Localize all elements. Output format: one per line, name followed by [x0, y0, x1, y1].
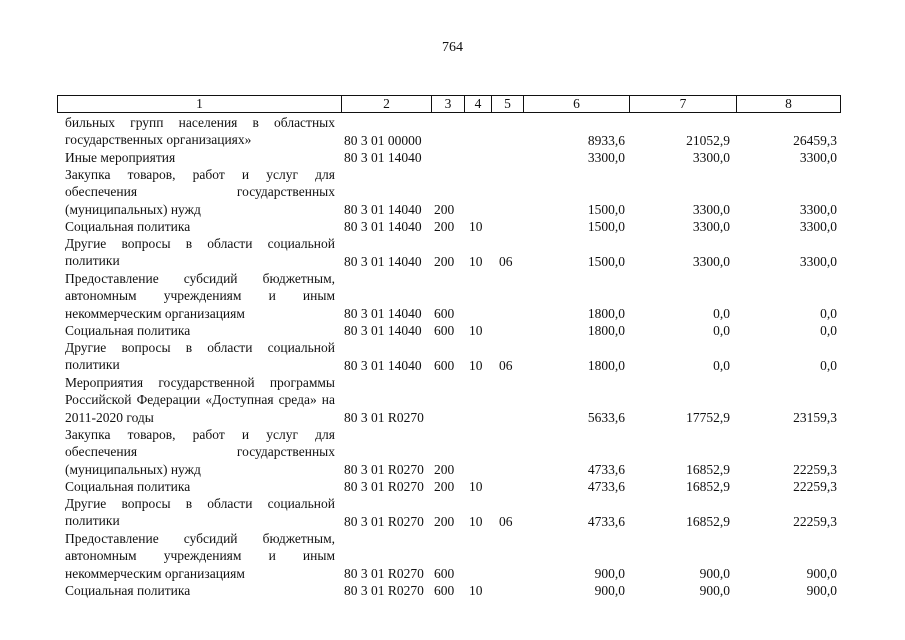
row-code: 80 3 01 R0270	[344, 582, 424, 598]
row-col-7: 16852,9	[686, 478, 730, 494]
row-col-8: 26459,3	[793, 132, 837, 148]
row-col-8: 22259,3	[793, 513, 837, 529]
row-col-3: 600	[434, 582, 455, 598]
row-name: Иные мероприятия	[65, 150, 176, 165]
row-col-6: 8933,6	[587, 132, 625, 148]
row-code: 80 3 01 14040	[344, 322, 422, 338]
row-col-6: 4733,6	[587, 478, 625, 494]
row-col-4: 10	[469, 478, 483, 494]
row-col-7: 16852,9	[686, 461, 730, 477]
row-code: 80 3 01 R0270	[344, 478, 424, 494]
row-col-8: 0,0	[820, 322, 837, 338]
row-col-8: 0,0	[820, 305, 837, 321]
row-col-3: 200	[434, 461, 455, 477]
row-col-5: 06	[499, 357, 513, 373]
header-col-1: 1	[196, 96, 203, 111]
row-col-8: 23159,3	[793, 409, 837, 425]
row-col-7: 17752,9	[686, 409, 730, 425]
table-row	[0, 270, 905, 322]
row-col-7: 3300,0	[692, 253, 730, 269]
table-header	[57, 95, 841, 113]
row-col-4: 10	[469, 218, 483, 234]
row-name: Закупка товаров, работ и услуг для обеспечения государственных (муниципальных) нужд	[65, 427, 335, 477]
row-name: Другие вопросы в области социальной политики	[65, 340, 335, 373]
row-col-8: 3300,0	[799, 201, 837, 217]
row-name: Другие вопросы в области социальной политики	[65, 236, 335, 269]
row-code: 80 3 01 00000	[344, 132, 422, 148]
row-col-8: 22259,3	[793, 461, 837, 477]
row-name: Социальная политика	[65, 323, 191, 338]
row-name: Предоставление субсидий бюджетным, автономным учреждениям и иным некоммерческим организациям	[65, 271, 335, 321]
row-name: Социальная политика	[65, 219, 191, 234]
row-col-3: 600	[434, 565, 455, 581]
header-col-6: 6	[523, 96, 629, 112]
row-col-8: 3300,0	[799, 218, 837, 234]
table-row	[0, 478, 905, 495]
row-name: Социальная политика	[65, 479, 191, 494]
row-code: 80 3 01 R0270	[344, 409, 424, 425]
row-col-7: 16852,9	[686, 513, 730, 529]
row-name: Мероприятия государственной программы Российской Федерации «Доступная среда» на 2011-2020 годы	[65, 375, 335, 425]
table-row	[0, 530, 905, 582]
table-body	[0, 114, 905, 599]
row-name: бильных групп населения в областных государственных организациях»	[65, 115, 335, 148]
row-col-6: 1800,0	[587, 322, 625, 338]
header-col-4: 4	[464, 96, 491, 112]
row-col-6: 1500,0	[587, 218, 625, 234]
row-col-8: 3300,0	[799, 149, 837, 165]
row-col-8: 900,0	[806, 565, 837, 581]
row-code: 80 3 01 R0270	[344, 565, 424, 581]
row-col-6: 900,0	[594, 582, 625, 598]
header-col-5: 5	[491, 96, 523, 112]
row-code: 80 3 01 14040	[344, 305, 422, 321]
row-col-6: 4733,6	[587, 513, 625, 529]
row-col-3: 600	[434, 322, 455, 338]
row-col-7: 3300,0	[692, 201, 730, 217]
row-name: Социальная политика	[65, 583, 191, 598]
row-name: Другие вопросы в области социальной политики	[65, 496, 335, 529]
header-col-8: 8	[736, 96, 840, 112]
row-col-8: 22259,3	[793, 478, 837, 494]
row-col-6: 3300,0	[587, 149, 625, 165]
row-col-4: 10	[469, 513, 483, 529]
row-col-4: 10	[469, 253, 483, 269]
row-col-6: 5633,6	[587, 409, 625, 425]
row-code: 80 3 01 14040	[344, 253, 422, 269]
row-code: 80 3 01 R0270	[344, 461, 424, 477]
row-col-4: 10	[469, 357, 483, 373]
row-col-7: 0,0	[713, 322, 730, 338]
row-col-7: 900,0	[699, 582, 730, 598]
row-col-5: 06	[499, 253, 513, 269]
row-col-7: 3300,0	[692, 149, 730, 165]
row-col-6: 1500,0	[587, 201, 625, 217]
row-col-6: 1500,0	[587, 253, 625, 269]
header-col-2: 2	[341, 96, 431, 112]
row-col-8: 900,0	[806, 582, 837, 598]
table-row	[0, 322, 905, 339]
table-row	[0, 166, 905, 218]
row-col-6: 1800,0	[587, 357, 625, 373]
row-col-6: 4733,6	[587, 461, 625, 477]
header-col-7: 7	[629, 96, 736, 112]
row-code: 80 3 01 R0270	[344, 513, 424, 529]
row-col-7: 3300,0	[692, 218, 730, 234]
row-code: 80 3 01 14040	[344, 149, 422, 165]
table-row	[0, 235, 905, 270]
table-row	[0, 374, 905, 426]
table-row	[0, 339, 905, 374]
row-col-6: 1800,0	[587, 305, 625, 321]
row-col-3: 200	[434, 201, 455, 217]
table-row	[0, 495, 905, 530]
row-col-3: 200	[434, 513, 455, 529]
page-number: 764	[442, 40, 463, 55]
row-col-3: 600	[434, 357, 455, 373]
row-col-6: 900,0	[594, 565, 625, 581]
row-col-3: 600	[434, 305, 455, 321]
row-code: 80 3 01 14040	[344, 218, 422, 234]
row-col-8: 0,0	[820, 357, 837, 373]
table-row	[0, 149, 905, 166]
row-col-4: 10	[469, 582, 483, 598]
table-row	[0, 218, 905, 235]
header-col-3: 3	[431, 96, 464, 112]
table-row	[0, 114, 905, 149]
row-col-7: 900,0	[699, 565, 730, 581]
row-col-3: 200	[434, 253, 455, 269]
row-col-4: 10	[469, 322, 483, 338]
row-name: Предоставление субсидий бюджетным, автономным учреждениям и иным некоммерческим организациям	[65, 531, 335, 581]
table-row	[0, 426, 905, 478]
row-col-3: 200	[434, 218, 455, 234]
row-col-7: 21052,9	[686, 132, 730, 148]
row-code: 80 3 01 14040	[344, 201, 422, 217]
row-code: 80 3 01 14040	[344, 357, 422, 373]
row-col-8: 3300,0	[799, 253, 837, 269]
row-col-3: 200	[434, 478, 455, 494]
row-name: Закупка товаров, работ и услуг для обеспечения государственных (муниципальных) нужд	[65, 167, 335, 217]
row-col-5: 06	[499, 513, 513, 529]
row-col-7: 0,0	[713, 305, 730, 321]
row-col-7: 0,0	[713, 357, 730, 373]
table-row	[0, 582, 905, 599]
